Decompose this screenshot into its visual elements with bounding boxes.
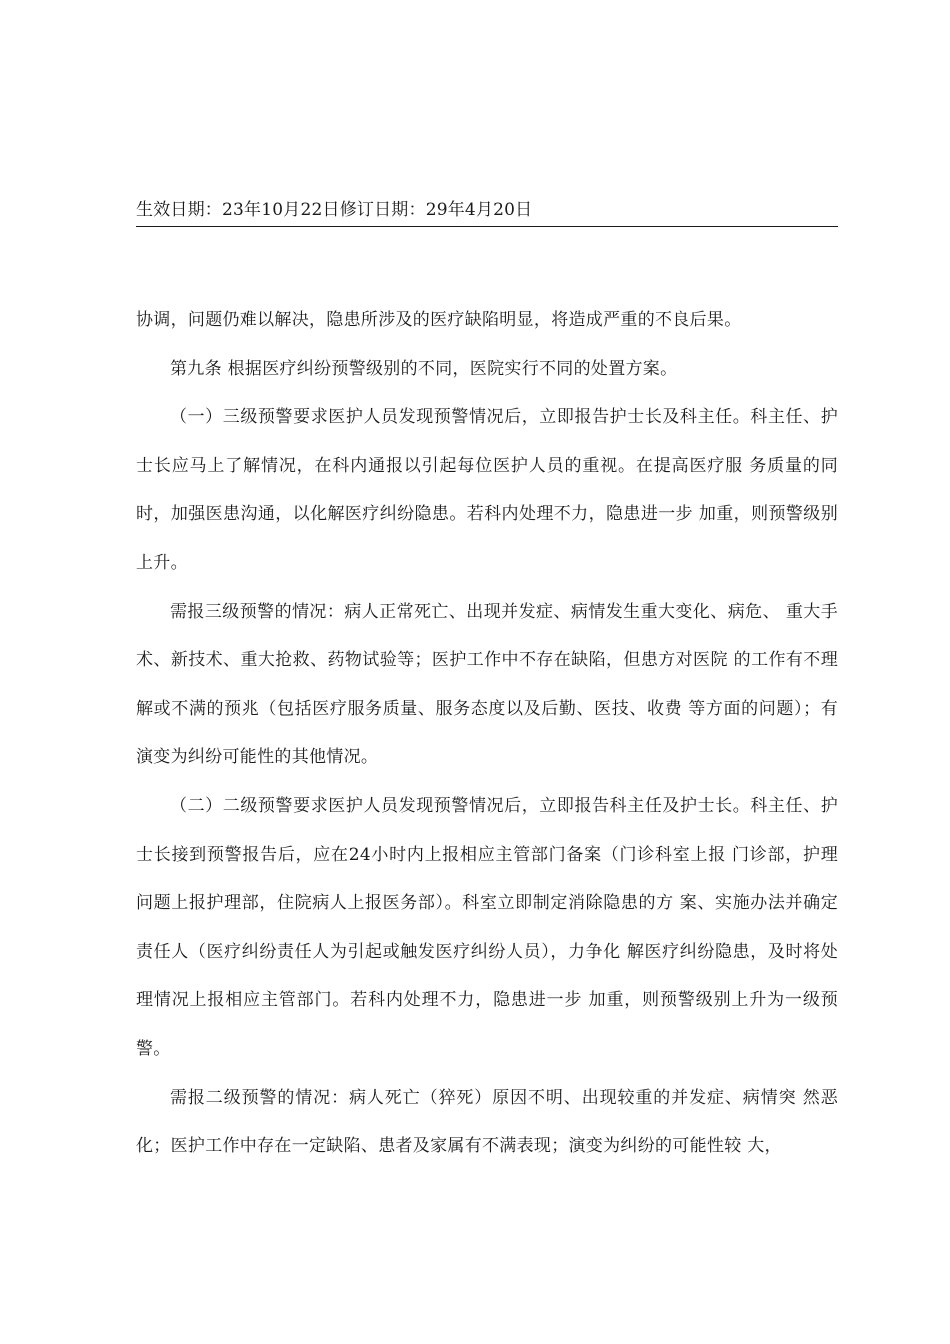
paragraph-level-3-warning: （一）三级预警要求医护人员发现预警情况后，立即报告护士长及科主任。科主任、护士长应马上了解情况，在科内通报以引起每位医护人员的重视。在提高医疗服 务质量的同时，加强医患沟通，以化解医疗纠纷隐患。若科内处理不力，隐患进一步 加重，则预警级别上升。 <box>136 407 838 573</box>
document-body <box>136 296 838 1171</box>
paragraph-level-3-situations: 需报三级预警的情况：病人正常死亡、出现并发症、病情发生重大变化、病危、 重大手术、新技术、重大抢救、药物试验等；医护工作中不存在缺陷，但患方对医院 的工作有不理解或不满的预兆（包括医疗服务质量、服务态度以及后勤、医技、收费 等方面的问题）；有演变为纠纷可能性的其他情况。 <box>136 601 838 768</box>
paragraph-level-2-situations: 需报二级预警的情况：病人死亡（猝死）原因不明、出现较重的并发症、病情突 然恶化；医护工作中存在一定缺陷、患者及家属有不满表现；演变为纠纷的可能性较 大， <box>136 1087 838 1157</box>
effective-revision-date-header: 生效日期：23年10月22日修订日期：29年4月20日 <box>136 200 533 220</box>
paragraph-continuation: 协调，问题仍难以解决，隐患所涉及的医疗缺陷明显，将造成严重的不良后果。 <box>136 310 742 330</box>
paragraph-level-2-warning: （二）二级预警要求医护人员发现预警情况后，立即报告科主任及护士长。科主任、护士长接到预警报告后，应在24小时内上报相应主管部门备案（门诊科室上报 门诊部，护理问题上报护理部，住院病人上报医务部）。科室立即制定消除隐患的方 案、实施办法并确定责任人（医疗纠纷责任人为引起或触发医疗纠纷人员），力争化 解医疗纠纷隐患，及时将处理情况上报相应主管部门。若科内处理不力，隐患进一步 加重，则预警级别上升为一级预警。 <box>136 795 838 1059</box>
paragraph-article-9: 第九条 根据医疗纠纷预警级别的不同，医院实行不同的处置方案。 <box>170 358 678 379</box>
header-divider <box>136 226 838 227</box>
